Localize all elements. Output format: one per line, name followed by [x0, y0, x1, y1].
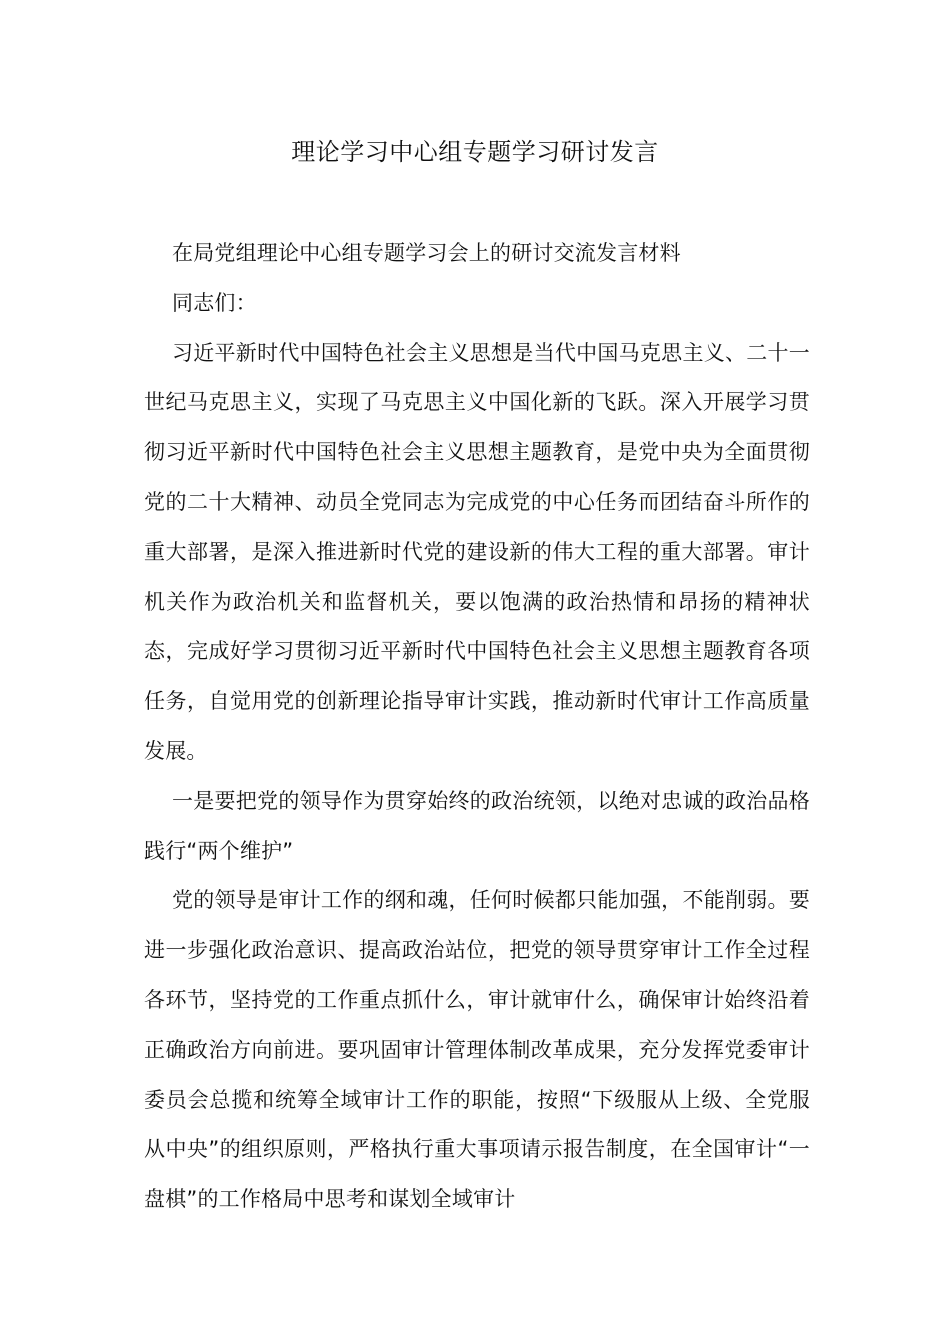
paragraph-subtitle: 在局党组理论中心组专题学习会上的研讨交流发言材料 [172, 241, 681, 265]
paragraph-point-one-heading: 一是要把党的领导作为贯穿始终的政治统领，以绝对忠诚的政治品格践行“两个维护” [144, 788, 810, 863]
document-body [144, 229, 810, 1225]
paragraph-point-one-body: 党的领导是审计工作的纲和魂，任何时候都只能加强，不能削弱。要进一步强化政治意识、提高政治站位，把党的领导贯穿审计工作全过程各环节，坚持党的工作重点抓什么，审计就审什么，确保审计始终沿着正确政治方向前进。要巩固审计管理体制改革成果，充分发挥党委审计委员会总揽和统筹全域审计工作的职能，按照“下级服从上级、全党服从中央”的组织原则，严格执行重大事项请示报告制度，在全国审计“一盘棋”的工作格局中思考和谋划全域审计 [144, 888, 810, 1212]
paragraph-intro: 习近平新时代中国特色社会主义思想是当代中国马克思主义、二十一世纪马克思主义，实现了马克思主义中国化新的飞跃。深入开展学习贯彻习近平新时代中国特色社会主义思想主题教育，是党中央为全面贯彻党的二十大精神、动员全党同志为完成党的中心任务而团结奋斗所作的重大部署，是深入推进新时代党的建设新的伟大工程的重大部署。审计机关作为政治机关和监督机关，要以饱满的政治热情和昂扬的精神状态，完成好学习贯彻习近平新时代中国特色社会主义思想主题教育各项任务，自觉用党的创新理论指导审计实践，推动新时代审计工作高质量发展。 [144, 340, 810, 763]
paragraph-salutation: 同志们： [172, 290, 257, 315]
document-title: 理论学习中心组专题学习研讨发言 [291, 138, 659, 166]
